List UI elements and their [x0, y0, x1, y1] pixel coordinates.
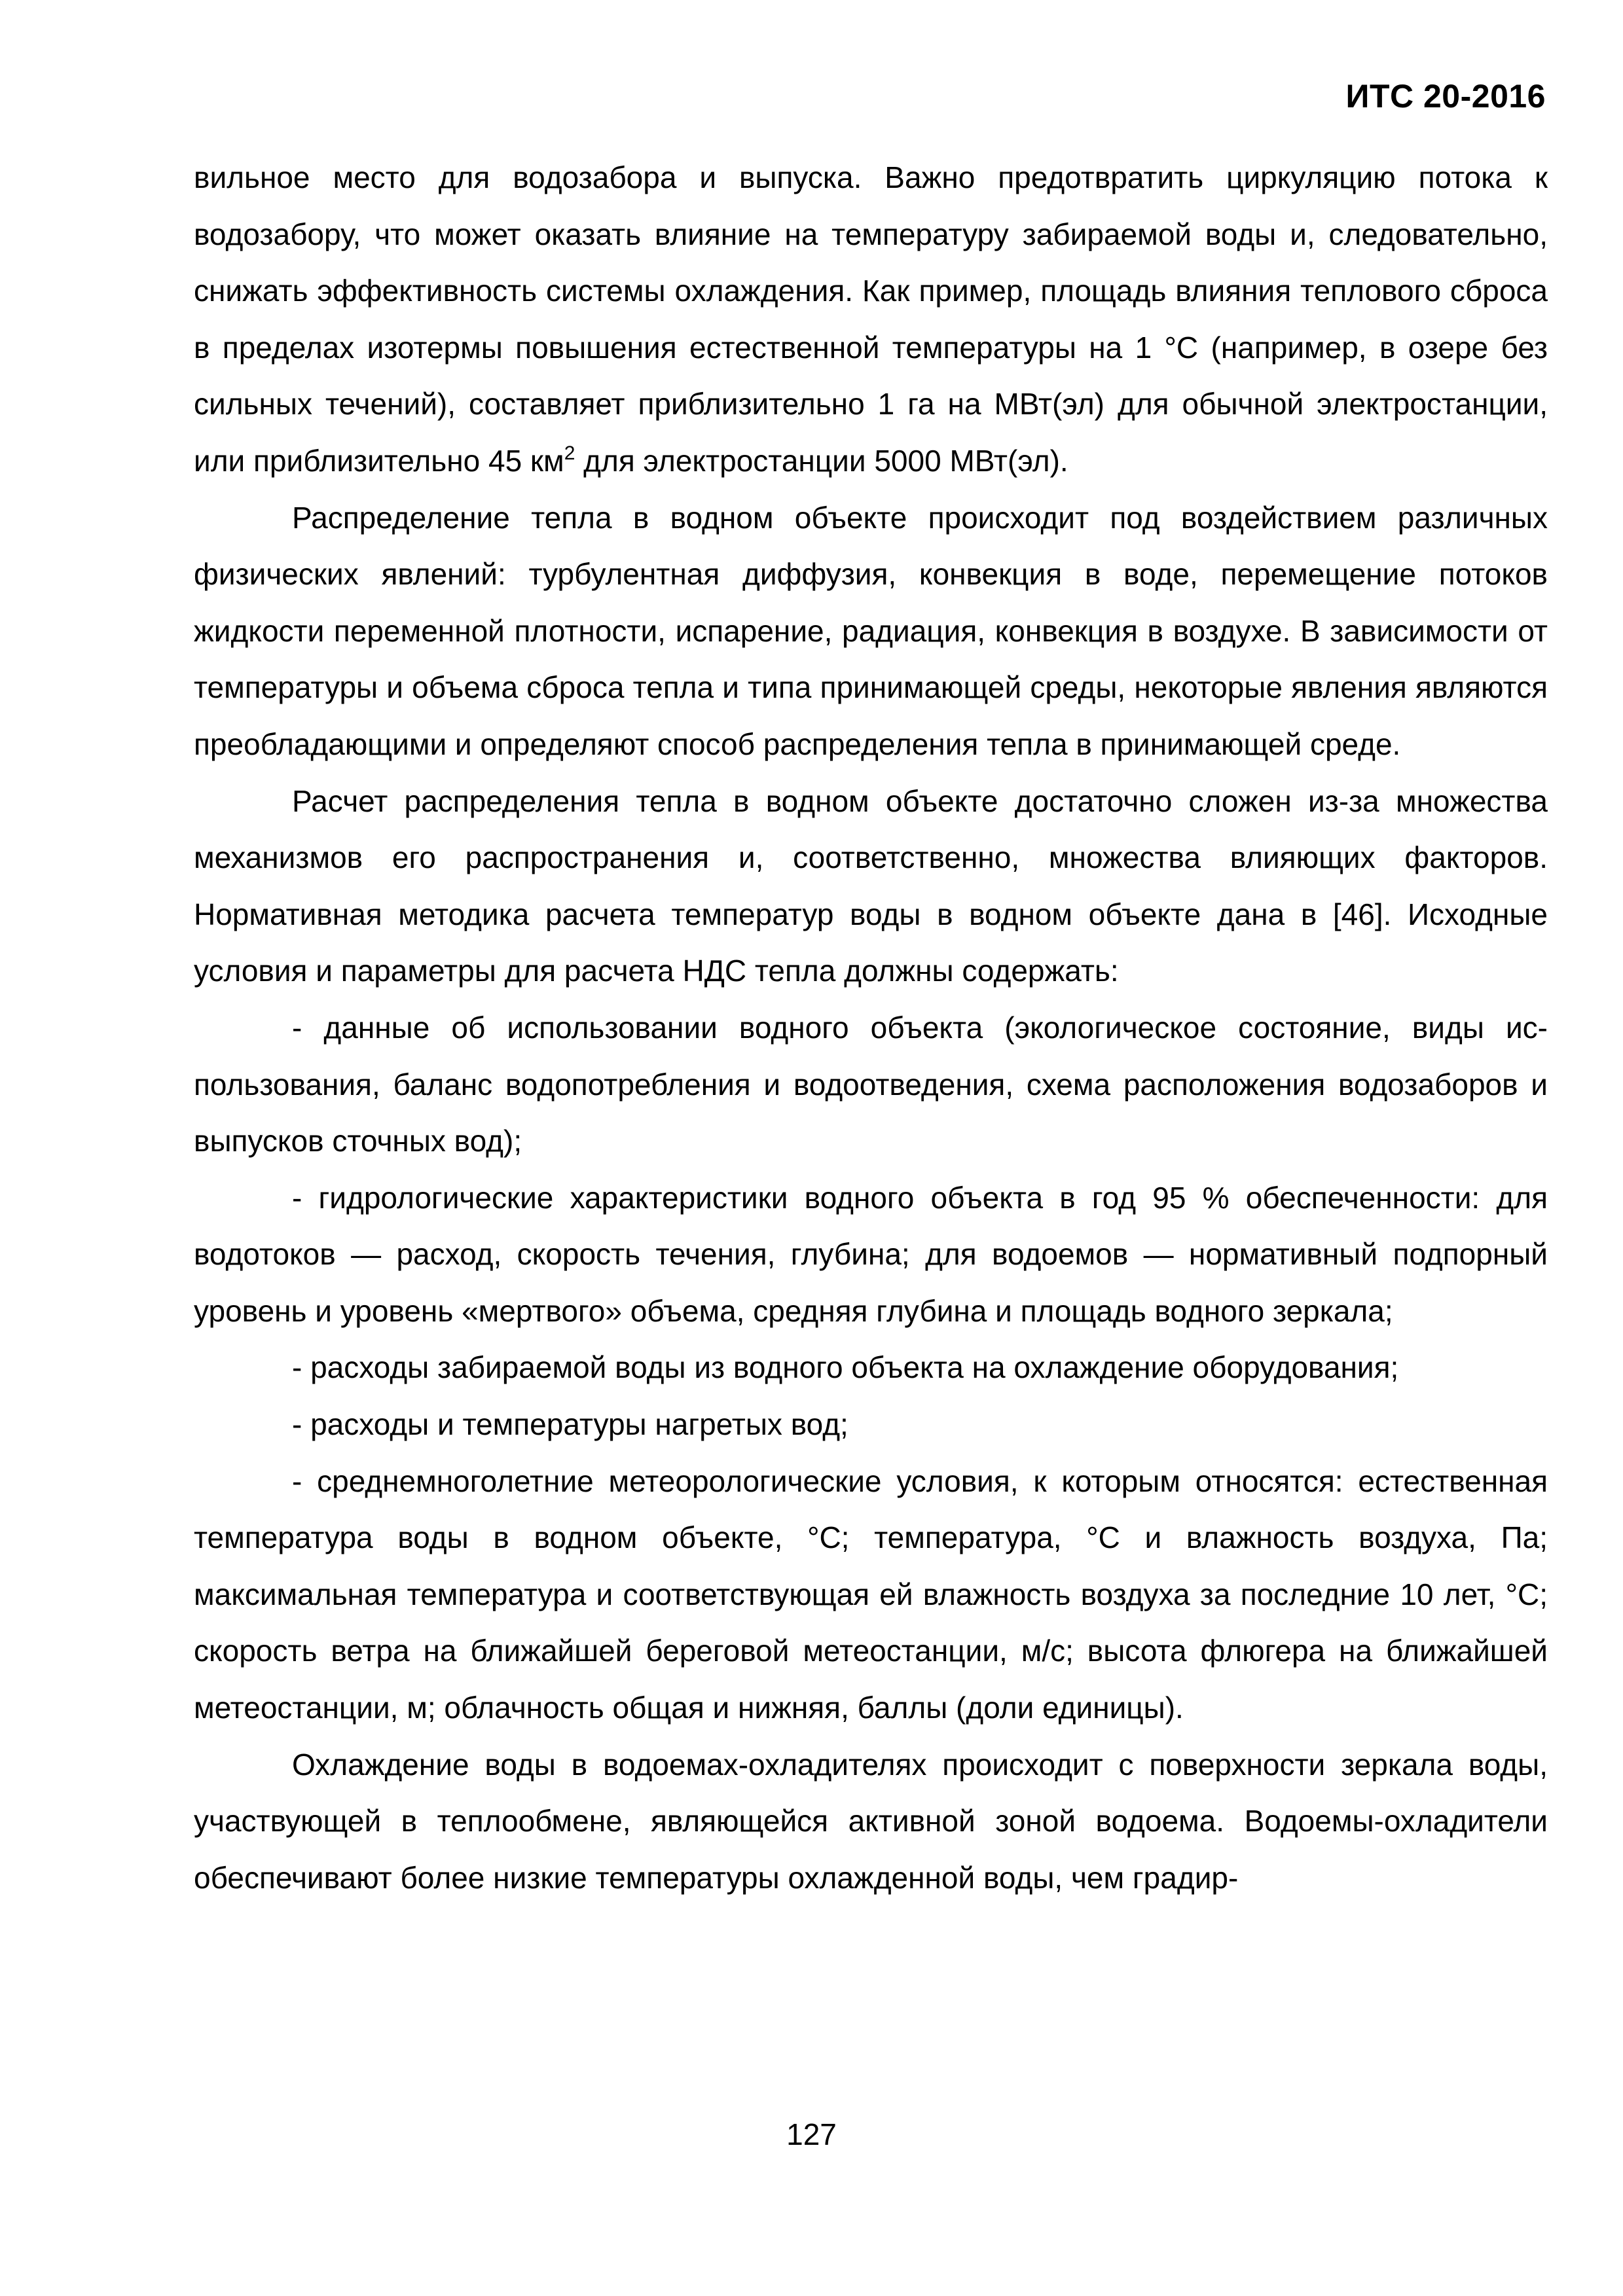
- list-item-meteorological-conditions: - среднемноголетние метеорологические условия, к которым относятся: естественная температура воды в водном объекте, °C; температура, °C и влажность воздуха, Па; максимальная температура и соответствующая ей влажность воздуха за последние 10 лет, °C; скорость ветра на ближайшей береговой метеостанции, м/с; высота флюгера на ближайшей метеостанции, м; облачность общая и нижняя, баллы (доли единицы).: [194, 1463, 1548, 1725]
- paragraph-text: вильное место для водозабора и выпуска. Важно предотвратить циркуляцию потока к водозабору, что может оказать влияние на температуру забираемой воды и, следовательно, снижать эффективность системы охлаждения. Как пример, площадь влияния теплового сброса в пределах изотермы повышения естественной температуры на 1 °C (например, в озере без сильных течений), составляет приблизительно 1 га на МВт(эл) для обычной электростанции, или приблизительно 45 км: [194, 160, 1548, 478]
- list-item-hydrological-characteristics: - гидрологические характеристики водного объекта в год 95 % обеспеченности: для водотоков — расход, скорость течения, глубина; для водоемов — нормативный подпорный уровень и уровень «мертвого» объема, средняя глубина и площадь водного зеркала;: [194, 1180, 1548, 1328]
- document-code-header: ИТС 20-2016: [1345, 78, 1546, 115]
- list-item-heated-water: - расходы и температуры нагретых вод;: [292, 1407, 848, 1442]
- paragraph-continued: [194, 149, 1548, 490]
- paragraph-text-tail: для электростанции 5000 МВт(эл).: [575, 443, 1068, 478]
- list-item-intake-flows: - расходы забираемой воды из водного объекта на охлаждение оборудования;: [292, 1350, 1399, 1385]
- paragraph-cooling-ponds: Охлаждение воды в водоемах-охладителях происходит с поверхности зеркала воды, участвующей в теплообмене, являющейся активной зоной водоема. Водоемы-охладители обеспечивают более низкие температуры охлажденной воды, чем градир-: [194, 1747, 1548, 1895]
- paragraph-heat-calculation: Расчет распределения тепла в водном объекте достаточно сложен из-за множества механизмов его распространения и, соответственно, множества влияющих факторов. Нормативная методика расчета температур воды в водном объекте дана в [46]. Исходные условия и параметры для расчета НДС тепла должны содержать:: [194, 783, 1548, 988]
- list-item-water-use-data: - данные об использовании водного объекта (экологическое состояние, виды использования, баланс водопотребления и водоотведения, схема расположения водозаборов и выпусков сточных вод);: [194, 1010, 1548, 1158]
- page-number: 127: [786, 2117, 837, 2151]
- superscript: 2: [564, 442, 575, 464]
- body-text: [194, 149, 1548, 1906]
- paragraph-heat-distribution: Распределение тепла в водном объекте происходит под воздействием различных физических явлений: турбулентная диффузия, конвекция в воде, перемещение потоков жидкости переменной плотности, испарение, радиация, конвекция в воздухе. В зависимости от температуры и объема сброса тепла и типа принимающей среды, некоторые явления являются преобладающими и определяют способ распределения тепла в принимающей среде.: [194, 500, 1548, 761]
